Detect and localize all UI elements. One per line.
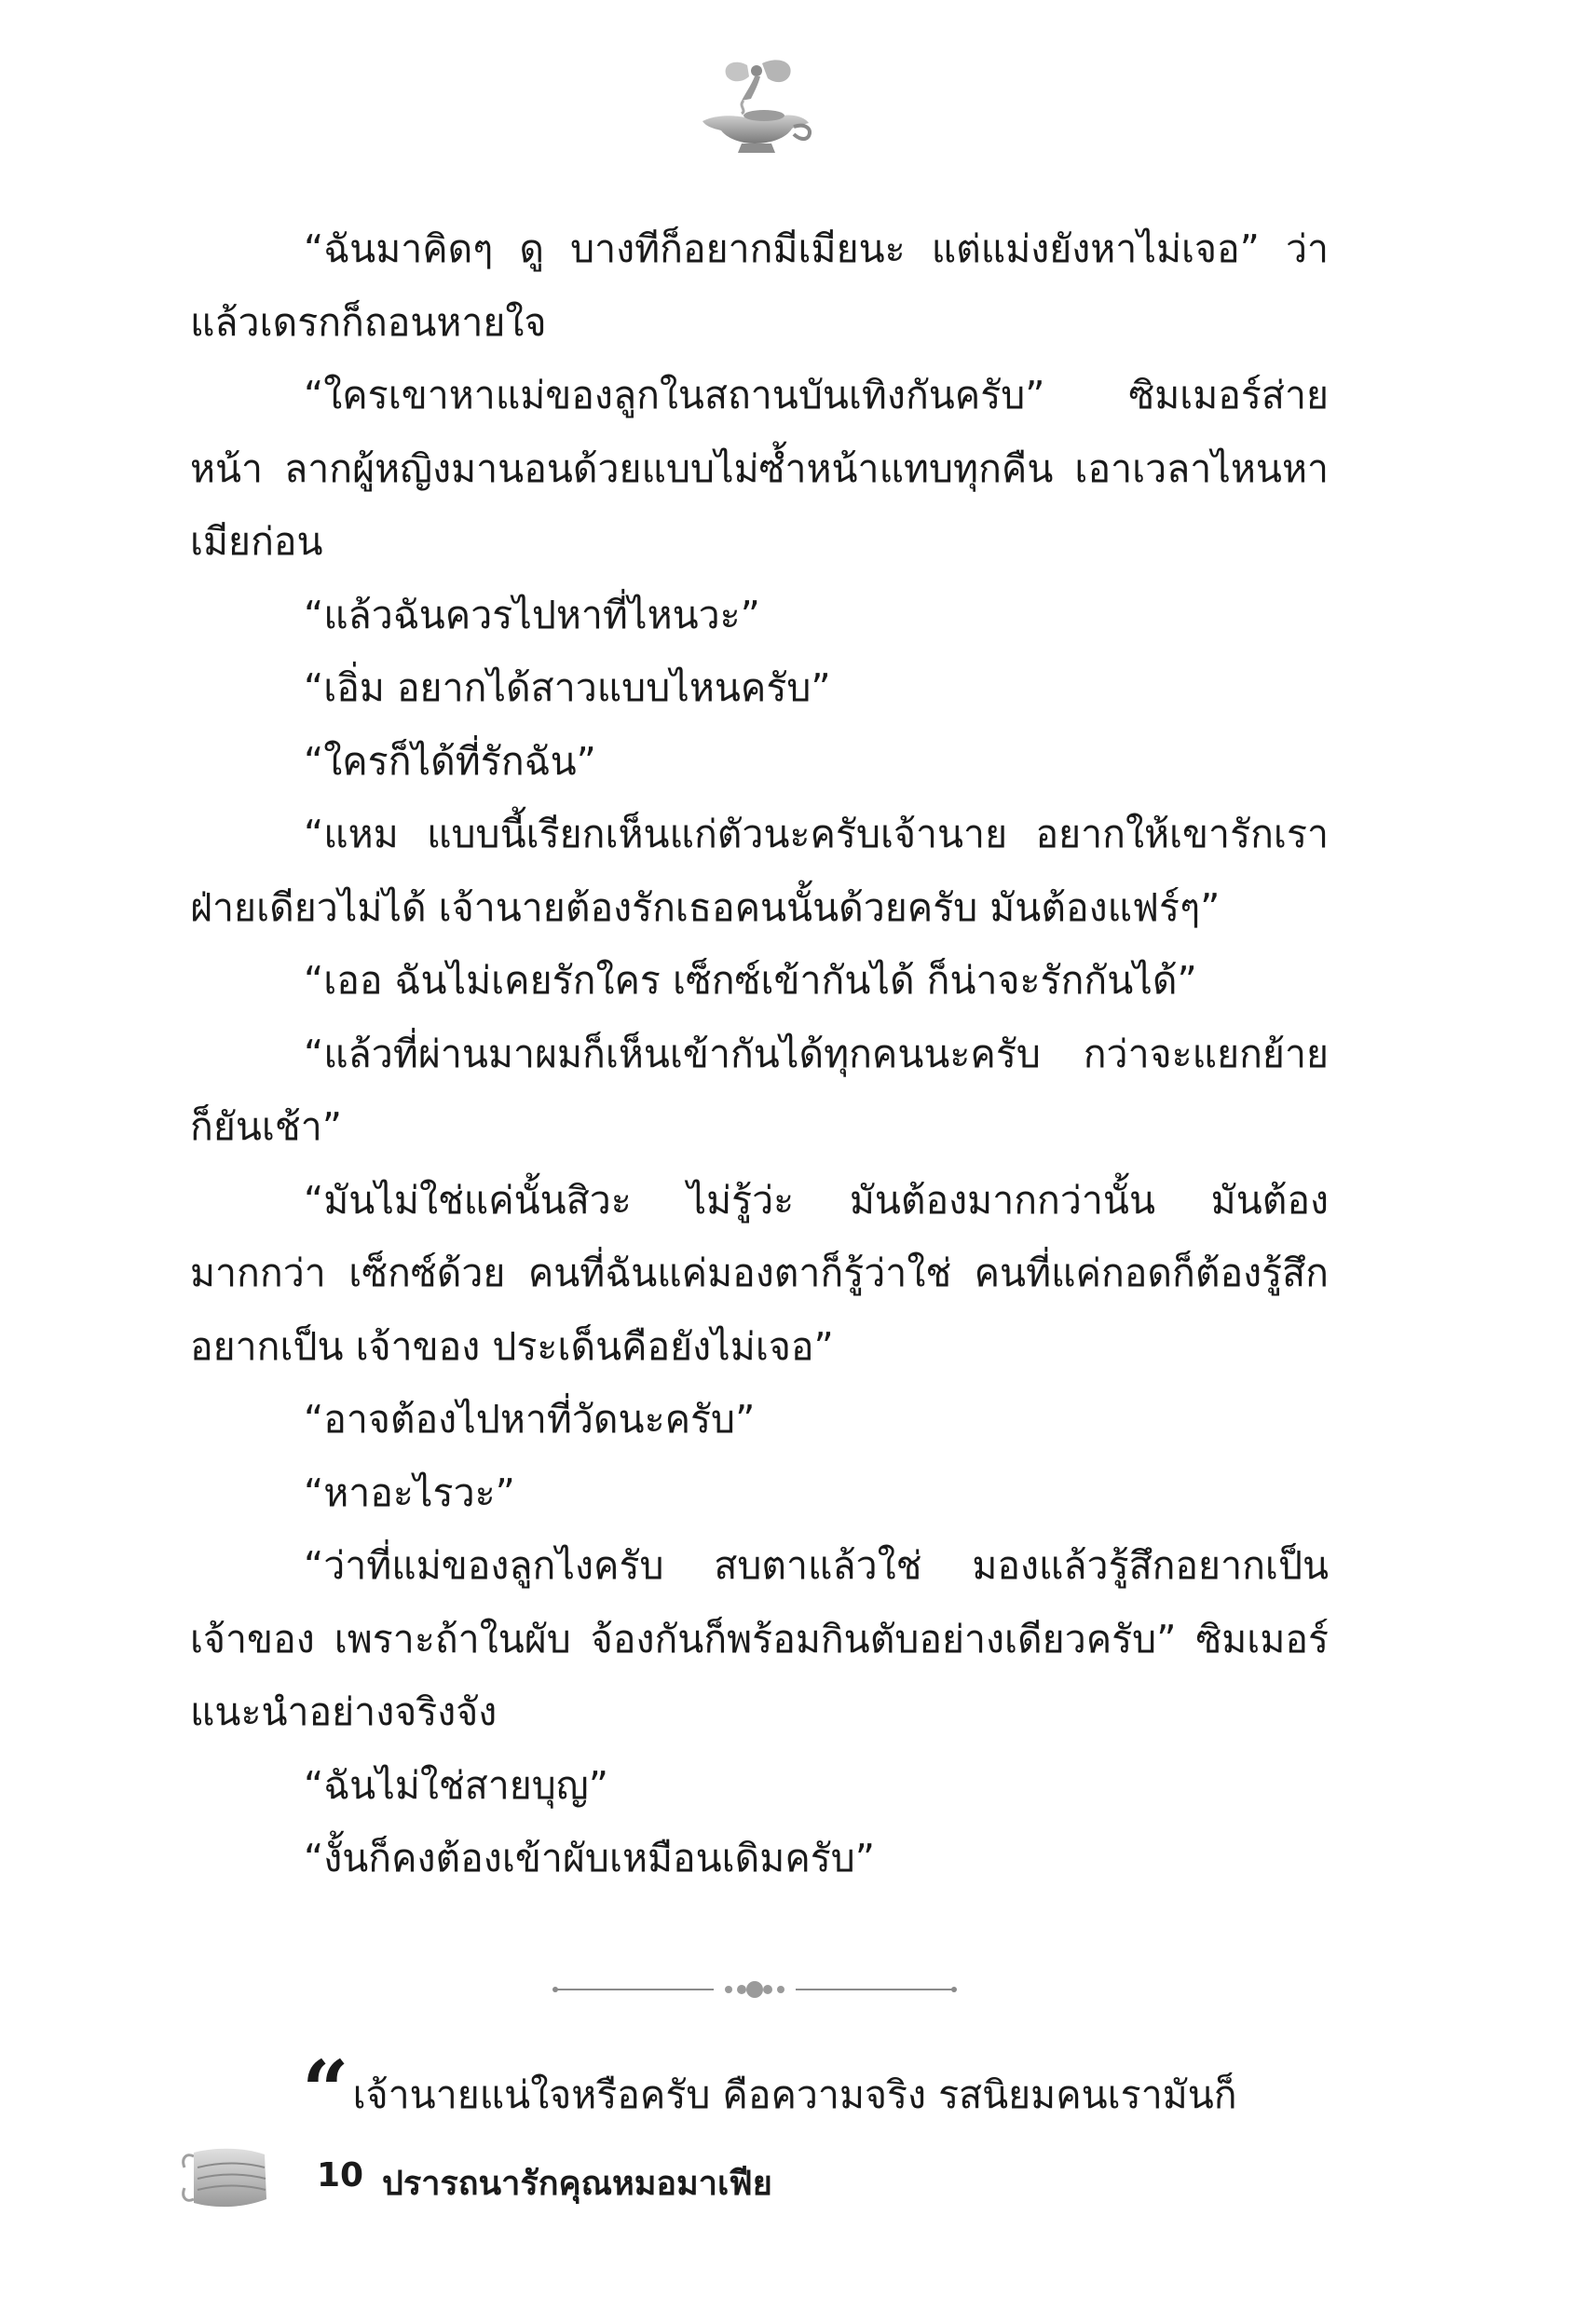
paragraph: “งั้นก็คงต้องเข้าผับเหมือนเดิมครับ” xyxy=(304,1836,876,1880)
paragraph: “เออ ฉันไม่เคยรักใคร เซ็กซ์เข้ากันได้ ก็น่าจะรักกันได้” xyxy=(304,958,1197,1003)
paragraph: “แล้วฉันควรไปหาที่ไหนวะ” xyxy=(304,592,760,637)
body-text xyxy=(190,212,1329,1895)
paragraph: “ว่าที่แม่ของลูกไงครับ สบตาแล้วใช่ มองแล้วรู้สึกอยากเป็น เจ้าของ เพราะถ้าในผับ จ้องกันก็พร้อมกินตับอย่างเดียวครับ” ซิมเมอร์ แนะนำอย่างจริงจัง xyxy=(190,1543,1329,1734)
section-opening-line xyxy=(302,2042,1329,2139)
paragraph: “อาจต้องไปหาที่วัดนะครับ” xyxy=(304,1397,756,1442)
paragraph: “แล้วที่ผ่านมาผมก็เห็นเข้ากันได้ทุกคนนะครับ กว่าจะแยกย้าย ก็ยันเช้า” xyxy=(190,1031,1329,1149)
paragraph: “มันไม่ใช่แค่นั้นสิวะ ไม่รู้ว่ะ มันต้องมากกว่านั้น มันต้องมากกว่า เซ็กซ์ด้วย คนที่ฉันแค่มองตาก็รู้ว่าใช่ คนที่แค่กอดก็ต้องรู้สึกอยากเป็น เจ้าของ ประเด็นคือยังไม่เจอ” xyxy=(190,1177,1329,1369)
paragraph: “เอิ่ม อยากได้สาวแบบไหนครับ” xyxy=(304,665,831,710)
paragraph: “ฉันมาคิดๆ ดู บางทีก็อยากมีเมียนะ แต่แม่งยังหาไม่เจอ” ว่าแล้วเดรกก็ถอนหายใจ xyxy=(190,226,1329,345)
book-title: ปรารถนารักคุณหมอมาเฟีย xyxy=(382,2165,772,2203)
ornamental-divider-icon xyxy=(550,1976,960,2003)
genie-lamp-icon xyxy=(689,56,820,158)
paragraph: “ใครก็ได้ที่รักฉัน” xyxy=(304,738,596,784)
paragraph: “ใครเขาหาแม่ของลูกในสถานบันเทิงกันครับ” ซิมเมอร์ส่ายหน้า ลากผู้หญิงมานอนด้วยแบบไม่ซ้ำหน้าแทบทุกคืน เอาเวลาไหนหาเมียก่อน xyxy=(190,373,1329,564)
page-number: 10 xyxy=(317,2156,364,2195)
section-opening-text: เจ้านายแน่ใจหรือครับ คือความจริง รสนิยมคนเรามันก็ xyxy=(352,2072,1237,2117)
decorative-quote-mark: “ xyxy=(302,2042,349,2139)
face-mask-icon xyxy=(177,2140,270,2214)
paragraph: “แหม แบบนี้เรียกเห็นแก่ตัวนะครับเจ้านาย อยากให้เขารักเรา ฝ่ายเดียวไม่ได้ เจ้านายต้องรักเธอคนนั้นด้วยครับ มันต้องแฟร์ๆ” xyxy=(190,812,1329,930)
paragraph: “ฉันไม่ใช่สายบุญ” xyxy=(304,1762,608,1808)
page-footer xyxy=(177,2140,1295,2223)
paragraph: “หาอะไรวะ” xyxy=(304,1470,515,1515)
